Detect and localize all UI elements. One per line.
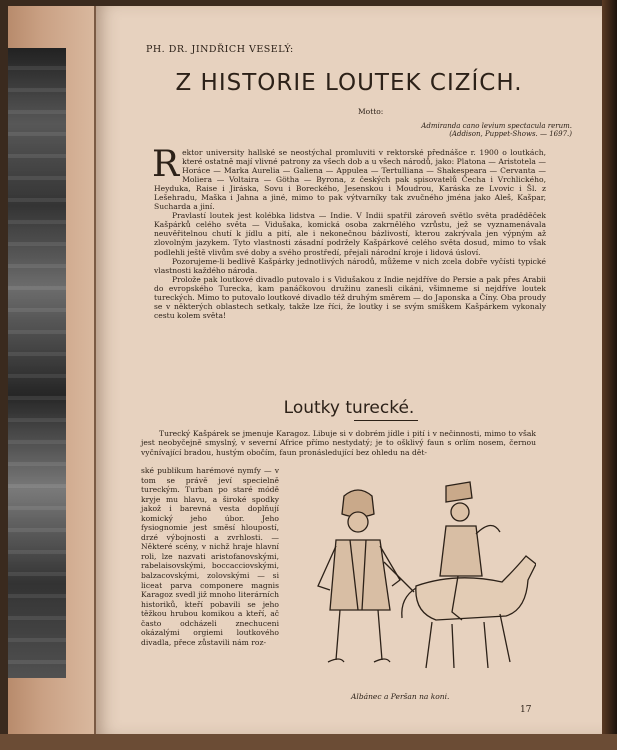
book-edge [602, 0, 617, 750]
paragraph: Prolože pak loutkové divadlo putovalo i s Vidušakou z Indie nejdříve do Persie a pak přes Arabii do evropského Turecka, kam panáčkovou družinu zanesli cikáni, všimneme si nejdříve loutek tureckých. Mimo to putovalo loutkové divadlo též druhým směrem — do Japonska a Číny. Oba proudy se v některých oblastech setkaly, takže lze říci, že loutky i se svým smíškem Kašpárkem vykonaly cestu kolem světa! [154, 274, 546, 320]
article-title: Z HISTORIE LOUTEK CIZÍCH. [175, 70, 523, 96]
section-body-column [141, 466, 279, 647]
book-bottom-edge [0, 734, 617, 750]
drop-cap: R [152, 144, 180, 185]
article-body [152, 144, 546, 320]
motto-line: Admiranda cano levium spectacula rerum. [421, 122, 572, 130]
paragraph: ské publikum harémové nymfy — v tom se právě jeví specielně tureckým. Turban po staré módě kryje mu hlavu, a široké spodky jakož i barevná vesta doplňují komický jeho úbor. Jeho fysiognomie jest směsí hloupostí, drzé výbojnosti a zvrhlosti. — Některé scény, v nichž hraje hlavní roli, lze nazvati aristofanovskými, rabelaisovskými, boccacciovskými, balzacovskými, zolovskými — si liceat parva componere magnis Karagoz svedl již mnoho literárních historiků, kteří pobavili se jeho těžkou hrubou komikou a kteří, ač často odcházeli znechuceni okázalými orgiemi loutkového divadla, přece zůstavili nám roz- [141, 466, 279, 647]
paragraph: Pravlastí loutek jest kolébka lidstva — Indie. V Indii spatřil zároveň světlo světa praděděček Kašpárků celého světa — Vidušaka, komická osoba zakrnělého vzrůstu, jež se vyznamenávala neuvěřitelnou chutí k jídlu a pití, ale i nekonečnou bázlivostí, kterou zakrývala jen výpným až zlovolným jazykem. Tyto vlastnosti zásadní podržely Kašpárkové celého světa dosud, mimo to však podlehli ještě vlivům své doby a svého prostředí, přejali národní kroje i lidová úsloví. [154, 211, 546, 257]
page-number: 17 [520, 705, 532, 715]
paragraph [152, 144, 546, 212]
illustration-caption: Albánec a Peršan na koni. [351, 692, 450, 701]
motto-attribution: (Addison, Puppet-Shows. — 1697.) [449, 130, 572, 138]
heading-underline [354, 420, 418, 421]
puppet-illustration [306, 476, 536, 686]
section-heading: Loutky turecké. [283, 398, 415, 418]
section-body-wide [141, 429, 536, 457]
book-page [96, 6, 602, 734]
paragraph: Turecký Kašpárek se jmenuje Karagoz. Libuje si v dobrém jídle i pití i v nečinnosti, mimo to však jest neobyčejně smyslný, v severní Africe přímo nestydatý; je to ošklivý faun s orlím nosem, černou vyčnívající bradou, hustým obočím, faun pronásledující bez ohledu na dět- [141, 429, 536, 457]
article-author: PH. DR. JINDŘICH VESELÝ: [146, 44, 294, 55]
paragraph-text: ektor university hallské se neostýchal promluviti v rektorské přednášce r. 1900 o loutkách, které ostatně mají vlivné patrony za všech dob a u všech národů, jako: Platona — Aristotela — Horáce — Marka Aurelia — Galiena — Appulea — Tertulliana — Shakespeara — Cervanta — Moliera — Voltaira — Götha — Byrona, z českých pak spisovatelů Čecha i Vrchlického, Heyduka, Raise i Jiráska, Sovu i Boreckého, Jesenskou i Moudrou, Karáska ze Lvovic i Šl. z Lešehradu, Maška i Jahna a jiné, mimo to pak výtvarníky tak zvučného jména jako Aleš, Kašpar, Sucharda a jiní. [154, 148, 546, 212]
motto-quote [382, 122, 572, 138]
motto-label: Motto: [358, 107, 384, 116]
previous-page-photo [8, 48, 66, 678]
paragraph: Pozorujeme-li bedlivě Kašpárky jednotlivých národů, můžeme v nich zcela dobře vyčísti typické vlastnosti každého národa. [154, 256, 546, 275]
previous-page-edge [8, 6, 96, 734]
